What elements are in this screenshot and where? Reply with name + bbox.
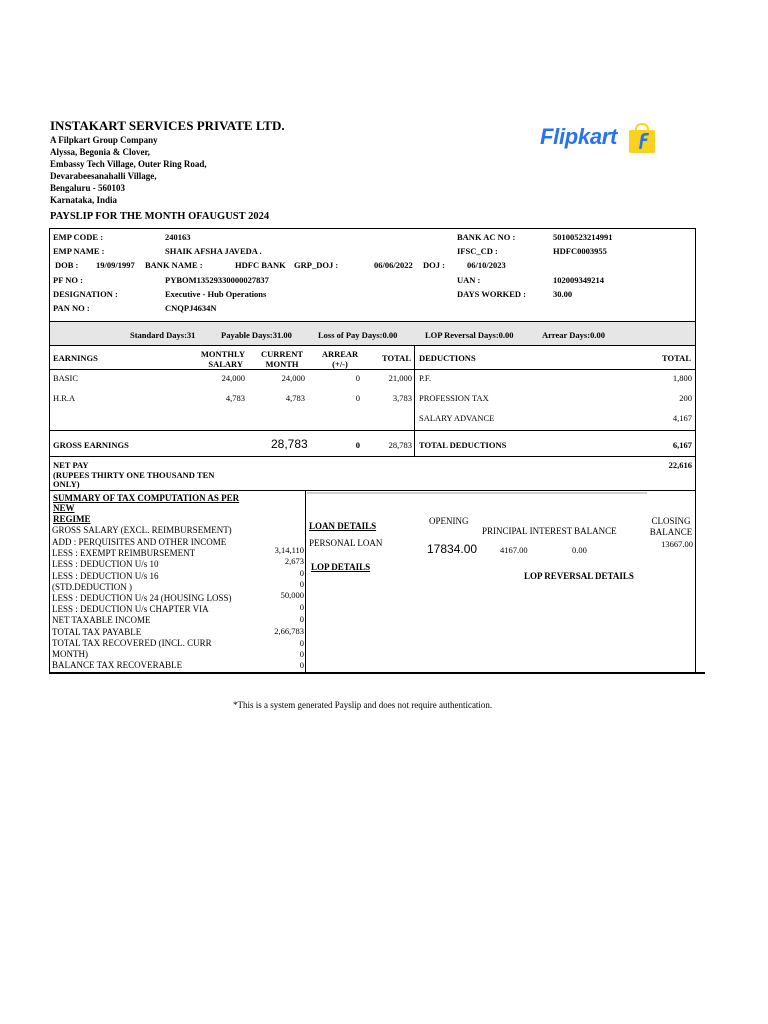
tax-row-value: 0 — [299, 638, 304, 648]
loan-pib-header: PRINCIPAL INTEREST BALANCE — [482, 526, 617, 536]
monthly-header: MONTHLY — [200, 349, 245, 359]
bank-name-label: BANK NAME : — [145, 260, 203, 270]
deductions-total-header: TOTAL — [662, 353, 691, 363]
loan-closing-value: 13667.00 — [661, 539, 693, 549]
standard-days: Standard Days:31 — [130, 330, 196, 340]
company-address-line: Bengaluru - 560103 — [50, 183, 126, 193]
tax-summary-title: SUMMARY OF TAX COMPUTATION AS PER — [53, 493, 240, 503]
tax-row-value: 2,66,783 — [274, 626, 304, 636]
total-header: TOTAL — [382, 353, 411, 363]
company-address-line: Embassy Tech Village, Outer Ring Road, — [50, 159, 207, 169]
earning-monthly: 4,783 — [225, 393, 245, 403]
company-tagline: A Filpkart Group Company — [50, 135, 158, 145]
pf-no-label: PF NO : — [53, 275, 83, 285]
tax-row-label: NET TAXABLE INCOME — [52, 615, 151, 625]
gross-current-value: 28,783 — [271, 437, 308, 451]
tax-row-value: 3,14,110 — [274, 545, 304, 555]
bank-ac-value: 50100523214991 — [553, 232, 613, 242]
designation-label: DESIGNATION : — [53, 289, 118, 299]
loan-balance-header: BALANCE — [649, 527, 693, 537]
payslip-title: PAYSLIP FOR THE MONTH OFAUGUST 2024 — [50, 211, 270, 222]
days-worked-value: 30.00 — [553, 289, 573, 299]
salary-header: SALARY — [208, 359, 243, 369]
earning-name: H.R.A — [53, 393, 76, 403]
tax-row-label: BALANCE TAX RECOVERABLE — [52, 660, 183, 670]
earnings-header: EARNINGS — [53, 353, 98, 363]
earning-current: 4,783 — [285, 393, 305, 403]
earning-arrear: 0 — [355, 373, 360, 383]
deduction-amount: 1,800 — [672, 373, 692, 383]
uan-value: 102009349214 — [553, 275, 604, 285]
doj-label: DOJ : — [423, 260, 445, 270]
deduction-name: SALARY ADVANCE — [419, 413, 495, 423]
earning-monthly: 24,000 — [221, 373, 245, 383]
designation-value: Executive - Hub Operations — [165, 289, 267, 299]
company-address-line: Karnataka, India — [50, 195, 118, 205]
deductions-header: DEDUCTIONS — [419, 353, 476, 363]
net-pay-words: (RUPEES THIRTY ONE THOUSAND TEN — [53, 470, 215, 480]
dob-value: 19/09/1997 — [96, 260, 135, 270]
arrear-header: ARREAR — [321, 349, 359, 359]
tax-row-label: GROSS SALARY (EXCL. REIMBURSEMENT) — [52, 525, 232, 535]
tax-row-label: LESS : DEDUCTION U/s 16 — [52, 571, 159, 581]
pf-no-value: PYBOM13529330000027837 — [165, 275, 269, 285]
loan-interest-value: 0.00 — [572, 545, 587, 555]
total-deductions-value: 6,167 — [672, 440, 692, 450]
tax-row-value: 0 — [299, 660, 304, 670]
pan-no-label: PAN NO : — [53, 303, 90, 313]
flipkart-logo-text: Flipkart — [540, 124, 618, 149]
bank-name-value: HDFC BANK — [235, 260, 286, 270]
tax-row-value: 2,673 — [284, 556, 304, 566]
ifsc-value: HDFC0003955 — [553, 246, 607, 256]
arrear-sign-header: (+/-) — [332, 359, 348, 369]
deduction-amount: 200 — [679, 393, 692, 403]
company-address-line: Devarabeesanahalli Village, — [50, 171, 157, 181]
tax-row-label: LESS : DEDUCTION U/s 10 — [52, 559, 159, 569]
deduction-name: P.F. — [419, 373, 432, 383]
emp-name-value: SHAIK AFSHA JAVEDA . — [165, 246, 262, 256]
earning-total: 21,000 — [388, 373, 412, 383]
loan-principal-value: 4167.00 — [500, 545, 528, 555]
deduction-amount: 4,167 — [672, 413, 692, 423]
dob-label: DOB : — [55, 260, 79, 270]
grp-doj-label: GRP_DOJ : — [294, 260, 339, 270]
tax-row-label: MONTH) — [52, 649, 88, 659]
tax-row-label: TOTAL TAX RECOVERED (INCL. CURR — [52, 638, 212, 648]
ifsc-label: IFSC_CD : — [457, 246, 498, 256]
tax-row-value: 0 — [299, 602, 304, 612]
tax-row-label: LESS : DEDUCTION U/s CHAPTER VIA — [52, 604, 209, 614]
month-header: MONTH — [265, 359, 299, 369]
tax-row-value: 50,000 — [280, 590, 304, 600]
payable-days: Payable Days:31.00 — [221, 330, 292, 340]
earning-total: 3,783 — [392, 393, 412, 403]
gross-earnings-label: GROSS EARNINGS — [53, 440, 129, 450]
loan-details-title: LOAN DETAILS — [309, 521, 377, 531]
doj-value: 06/10/2023 — [467, 260, 506, 270]
lop-details-title: LOP DETAILS — [311, 562, 371, 572]
company-address-line: Alyssa, Begonia & Clover, — [50, 147, 150, 157]
tax-summary-title-3: REGIME — [53, 514, 91, 524]
bank-ac-label: BANK AC NO : — [457, 232, 516, 242]
tax-row-label: LESS : DEDUCTION U/s 24 (HOUSING LOSS) — [52, 593, 232, 603]
loan-name: PERSONAL LOAN — [309, 538, 383, 548]
earning-name: BASIC — [53, 373, 79, 383]
current-header: CURRENT — [260, 349, 304, 359]
emp-code-label: EMP CODE : — [53, 232, 104, 242]
emp-name-label: EMP NAME : — [53, 246, 105, 256]
loan-closing-header: CLOSING — [651, 516, 691, 526]
net-pay-words-end: ONLY) — [53, 479, 80, 489]
tax-row-value: 0 — [299, 568, 304, 578]
lop-reversal-details-title: LOP REVERSAL DETAILS — [524, 571, 634, 581]
tax-summary-title-2: NEW — [53, 503, 75, 513]
net-pay-amount: 22,616 — [668, 460, 692, 470]
days-worked-label: DAYS WORKED : — [457, 289, 526, 299]
pan-no-value: CNQPJ4634N — [165, 303, 217, 313]
tax-row-label: ADD : PERQUISITES AND OTHER INCOME — [52, 537, 227, 547]
gross-total-value: 28,783 — [388, 440, 412, 450]
gross-arrear-value: 0 — [355, 440, 360, 450]
tax-row-label: LESS : EXEMPT REIMBURSEMENT — [52, 548, 196, 558]
loan-opening-value: 17834.00 — [427, 542, 478, 556]
total-deductions-label: TOTAL DEDUCTIONS — [419, 440, 507, 450]
footer-note: *This is a system generated Payslip and does not require authentication. — [233, 700, 493, 710]
arrear-days: Arrear Days:0.00 — [542, 330, 605, 340]
earning-current: 24,000 — [281, 373, 305, 383]
tax-row-value: 0 — [299, 649, 304, 659]
grp-doj-value: 06/06/2022 — [374, 260, 413, 270]
tax-row-label: TOTAL TAX PAYABLE — [52, 627, 142, 637]
loan-opening-header: OPENING — [429, 516, 469, 526]
tax-row-value: 0 — [299, 614, 304, 624]
deduction-name: PROFESSION TAX — [419, 393, 489, 403]
shopping-bag-icon — [626, 122, 658, 154]
lop-reversal-days: LOP Reversal Days:0.00 — [425, 330, 514, 340]
emp-code-value: 240163 — [165, 232, 191, 242]
tax-row-label: (STD.DEDUCTION ) — [52, 582, 132, 592]
lop-days: Loss of Pay Days:0.00 — [318, 330, 398, 340]
tax-row-value: 0 — [299, 579, 304, 589]
company-name: INSTAKART SERVICES PRIVATE LTD. — [50, 118, 285, 133]
net-pay-label: NET PAY — [53, 460, 89, 470]
uan-label: UAN : — [457, 275, 481, 285]
earning-arrear: 0 — [355, 393, 360, 403]
